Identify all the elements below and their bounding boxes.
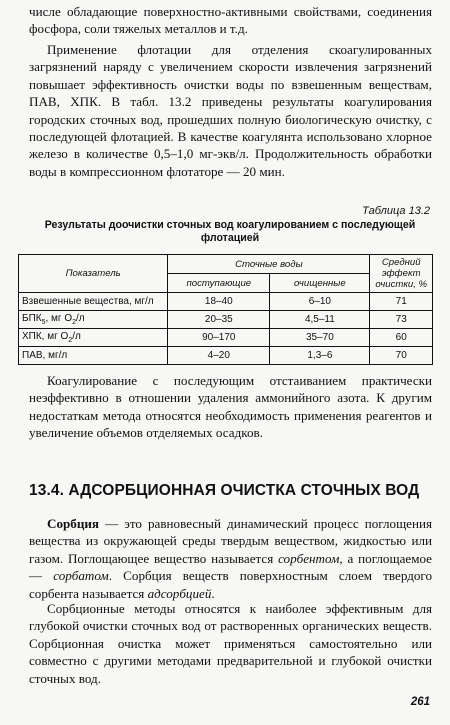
table-row xyxy=(19,293,433,311)
cell-efficiency: 71 xyxy=(370,293,433,311)
cell-efficiency: 70 xyxy=(370,347,433,365)
page-number: 261 xyxy=(410,696,430,708)
row-label: $БПК_5$, мг $O_2/л$ xyxy=(19,311,168,329)
cell-efficiency: 60 xyxy=(370,329,433,347)
header-treated: очищенные xyxy=(270,274,370,293)
table-number: Таблица 13.2 xyxy=(362,205,430,217)
table-row xyxy=(19,347,433,365)
cell-treated: 6–10 xyxy=(270,293,370,311)
section-heading: 13.4. АДСОРБЦИОННАЯ ОЧИСТКА СТОЧНЫХ ВОД xyxy=(29,482,420,499)
cell-incoming: 90–170 xyxy=(168,329,270,347)
cell-efficiency: 73 xyxy=(370,311,433,329)
table-row xyxy=(19,311,433,329)
header-incoming: поступающие xyxy=(168,274,270,293)
header-indicator: Показатель xyxy=(19,255,168,293)
cell-incoming: 4–20 xyxy=(168,347,270,365)
paragraph-flotation: Применение флотации для отделения скоагулированных загрязнений наряду с увеличением скорости извлечения загрязнений повышает эффективность очистки воды по взвешенным веществам, ПАВ, ХПК. В табл. 13.2 приведены результаты коагулирования городских сточных вод, прошедших полную биологическую очистку, с последующей флотацией. В качестве коагулянта использовано хлорное железо в количестве 0,5–1,0 мг-экв/л. Продолжительность обработки воды в компрессионном флотаторе — 20 мин. xyxy=(29,42,432,179)
cell-treated: 35–70 xyxy=(270,329,370,347)
paragraph-methods: Сорбционные методы относятся к наиболее эффективным для глубокой очистки сточных вод от растворенных органических веществ. Сорбционная очистка может применяться самостоятельно или совместно с другими методами предварительной и глубокой очистки сточных вод. xyxy=(29,601,432,686)
row-label: Взвешенные вещества, мг/л xyxy=(19,293,168,311)
results-table xyxy=(18,254,433,365)
cell-treated: 1,3–6 xyxy=(270,347,370,365)
header-efficiency: Средний эффект очистки, % xyxy=(370,255,433,293)
paragraph-intro: числе обладающие поверхностно-активными свойствами, соединения фосфора, соли тяжелых металлов и т.д. xyxy=(29,4,432,37)
term-sorption: Сорбция xyxy=(47,516,100,531)
cell-treated: 4,5–11 xyxy=(270,311,370,329)
table-row xyxy=(19,329,433,347)
row-label: ПАВ, мг/л xyxy=(19,347,168,365)
cell-incoming: 20–35 xyxy=(168,311,270,329)
header-wastewater: Сточные воды xyxy=(168,255,370,274)
paragraph-sorption: Сорбция — это равновесный динамический процесс поглощения вещества из окружающей среды твердым веществом, жидкостью или газом. Поглощающее вещество называется сорбентом, а поглощаемое — сорбатом. Сорбция веществ поверхностным слоем твердого сорбента называется адсорбцией. xyxy=(29,516,432,601)
table-title: Результаты доочистки сточных вод коагулированием с последующей флотацией xyxy=(44,219,416,244)
row-label: ХПК, мг $O_2/л$ xyxy=(19,329,168,347)
paragraph-coagulation: Коагулирование с последующим отстаиванием практически неэффективно в отношении удаления аммонийного азота. К другим недостаткам метода относятся необходимость применения реагентов и увеличение объемов отделяемых осадков. xyxy=(29,373,432,441)
cell-incoming: 18–40 xyxy=(168,293,270,311)
